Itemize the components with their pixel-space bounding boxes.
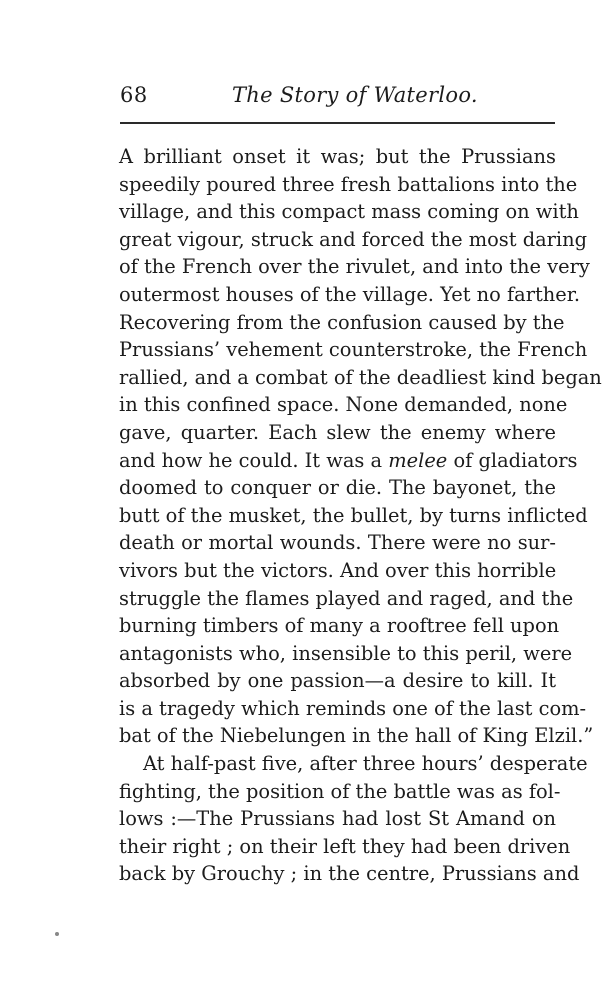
- text-line: struggle the flames played and raged, and the: [119, 586, 574, 610]
- text-line: in this confined space. None demanded, none: [119, 393, 568, 417]
- text-line: At half-past five, after three hours’ desperate: [143, 752, 588, 776]
- text-line: Recovering from the confusion caused by the: [119, 310, 565, 334]
- page-number: 68: [120, 83, 148, 107]
- text-line: bat of the Niebelungen in the hall of King Elzil.”: [119, 724, 594, 748]
- running-title: The Story of Waterloo.: [232, 83, 478, 107]
- text-line: lows :—The Prussians had lost St Amand on: [119, 807, 556, 831]
- text-line: speedily poured three fresh battalions into the: [119, 172, 578, 196]
- header-rule: [120, 122, 555, 124]
- page-header: [120, 83, 555, 113]
- text-line: A brilliant onset it was; but the Prussians: [119, 145, 556, 168]
- body-text: [119, 143, 602, 888]
- text-line: Prussians’ vehement counterstroke, the French: [119, 338, 588, 362]
- text-line: their right ; on their left they had been driven: [119, 834, 571, 858]
- text-line: of the French over the rivulet, and into the very: [119, 255, 590, 279]
- text-line: rallied, and a combat of the deadliest kind began: [119, 365, 602, 389]
- text-line: back by Grouchy ; in the centre, Prussians and: [119, 862, 580, 886]
- text-line: and how he could. It was a melee of gladiators: [119, 448, 578, 472]
- text-line: doomed to conquer or die. The bayonet, the: [119, 476, 556, 500]
- text-line: outermost houses of the village. Yet no farther.: [119, 282, 581, 306]
- text-line: great vigour, struck and forced the most daring: [119, 227, 588, 251]
- text-line: burning timbers of many a rooftree fell upon: [119, 614, 560, 638]
- text-line: absorbed by one passion—a desire to kill. It: [119, 669, 556, 693]
- ink-speck: [55, 932, 59, 936]
- text-line: fighting, the position of the battle was as fol-: [119, 779, 561, 803]
- text-line: gave, quarter. Each slew the enemy where: [119, 420, 556, 444]
- text-line: village, and this compact mass coming on with: [119, 200, 579, 224]
- italic-word: melee: [388, 448, 448, 472]
- text-line: is a tragedy which reminds one of the last com-: [119, 696, 587, 720]
- text-line: antagonists who, insensible to this peril, were: [119, 641, 573, 665]
- text-line: butt of the musket, the bullet, by turns inflicted: [119, 503, 588, 527]
- text-line: vivors but the victors. And over this horrible: [119, 558, 557, 582]
- text-line: death or mortal wounds. There were no sur-: [119, 531, 556, 555]
